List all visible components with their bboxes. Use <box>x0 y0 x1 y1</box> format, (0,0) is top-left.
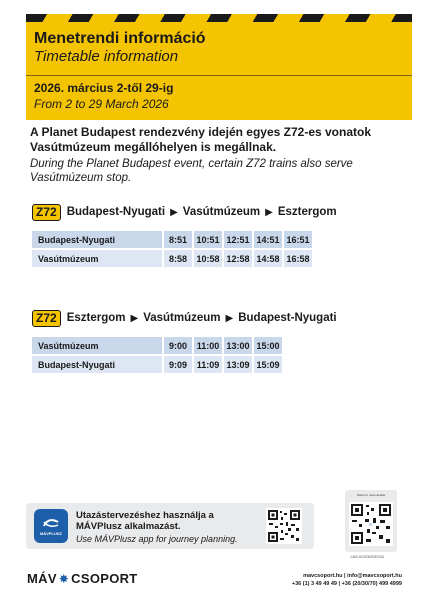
time-cell: 13:00 <box>224 337 252 354</box>
mavplusz-logo <box>34 509 68 543</box>
time-cell: 9:09 <box>164 356 192 373</box>
train-swirl-icon <box>43 517 59 529</box>
contact-line-2: +36 (1) 3 49 49 49 | +36 (20/30/70) 499 4999 <box>291 581 402 587</box>
notice <box>30 125 410 185</box>
app-promo <box>26 503 314 549</box>
route-stop: Budapest-Nyugati <box>66 206 166 218</box>
app-text-hu <box>76 510 214 532</box>
route-stop: Esztergom <box>66 312 126 324</box>
notice-hu: A Planet Budapest rendezvény idején egyes Z72-es vonatok Vasútmúzeum megállóhelyen is megállnak. <box>30 125 372 154</box>
time-cell: 15:09 <box>254 356 282 373</box>
time-cell: 13:09 <box>224 356 252 373</box>
time-cell: 14:51 <box>254 231 282 248</box>
station-cell: Vasútmúzeum <box>32 337 162 354</box>
station-cell: Budapest-Nyugati <box>32 356 162 373</box>
notice-en: During the Planet Budapest event, certain Z72 trains also serve Vasútmúzeum stop. <box>30 158 353 184</box>
title-hu: Menetrendi információ <box>34 30 206 47</box>
qr-code-icon[interactable] <box>349 502 393 546</box>
line-badge: Z72 <box>32 310 61 327</box>
table-row <box>32 231 314 248</box>
swirl-icon: ✸ <box>58 572 70 586</box>
time-cell: 12:51 <box>224 231 252 248</box>
time-cell: 16:58 <box>284 250 312 267</box>
mavplusz-logo-word: MÁVPLUSZ <box>40 530 62 536</box>
station-cell: Budapest-Nyugati <box>32 231 162 248</box>
route-heading-1 <box>32 203 337 221</box>
time-cell: 9:00 <box>164 337 192 354</box>
time-cell: 8:51 <box>164 231 192 248</box>
qr-card <box>345 490 397 552</box>
time-cell: 10:51 <box>194 231 222 248</box>
line-badge: Z72 <box>32 204 61 221</box>
route-stop: Esztergom <box>277 206 337 218</box>
mav-csoport-logo <box>27 571 138 586</box>
arrow-right-icon: ▶ <box>225 312 234 324</box>
station-cell: Vasútmúzeum <box>32 250 162 267</box>
title-en: Timetable information <box>34 48 179 65</box>
time-cell: 8:58 <box>164 250 192 267</box>
app-text-hu-line1: Utazástervezéshez használja a <box>76 510 214 521</box>
time-cell: 11:09 <box>194 356 222 373</box>
time-cell: 15:00 <box>254 337 282 354</box>
document-id: 1462-5/2026/SZESZA <box>350 555 385 559</box>
timetable-2 <box>32 337 284 375</box>
app-text-hu-line2: MÁVPlusz alkalmazást. <box>76 521 181 532</box>
timetable-1 <box>32 231 314 269</box>
table-row <box>32 337 284 354</box>
time-cell: 11:00 <box>194 337 222 354</box>
time-cell: 16:51 <box>284 231 312 248</box>
table-row <box>32 356 284 373</box>
arrow-right-icon: ▶ <box>170 206 178 218</box>
logo-left: MÁV <box>27 571 57 586</box>
time-cell: 12:58 <box>224 250 252 267</box>
arrow-right-icon: ▶ <box>265 206 273 218</box>
route-stop: Budapest-Nyugati <box>238 312 337 324</box>
qr-code-icon[interactable] <box>266 508 302 544</box>
app-text-en: Use MÁVPlusz app for journey planning. <box>76 534 238 544</box>
time-cell: 10:58 <box>194 250 222 267</box>
logo-right: CSOPORT <box>71 571 138 586</box>
hazard-stripes <box>26 14 412 22</box>
header-banner <box>26 14 412 120</box>
qr-card-caption: Scan for more details <box>356 493 386 497</box>
route-stop: Vasútmúzeum <box>182 206 261 218</box>
contact-info <box>292 572 402 588</box>
time-cell: 14:58 <box>254 250 282 267</box>
contact-line-1[interactable]: mavcsoport.hu | info@mavcsoport.hu <box>303 573 402 579</box>
route-stop: Vasútmúzeum <box>143 312 221 324</box>
header-divider <box>26 75 412 76</box>
route-heading-2 <box>32 309 337 327</box>
table-row <box>32 250 314 267</box>
date-range-en: From 2 to 29 March 2026 <box>34 97 169 111</box>
date-range-hu: 2026. március 2-től 29-ig <box>34 81 174 95</box>
arrow-right-icon: ▶ <box>130 312 139 324</box>
